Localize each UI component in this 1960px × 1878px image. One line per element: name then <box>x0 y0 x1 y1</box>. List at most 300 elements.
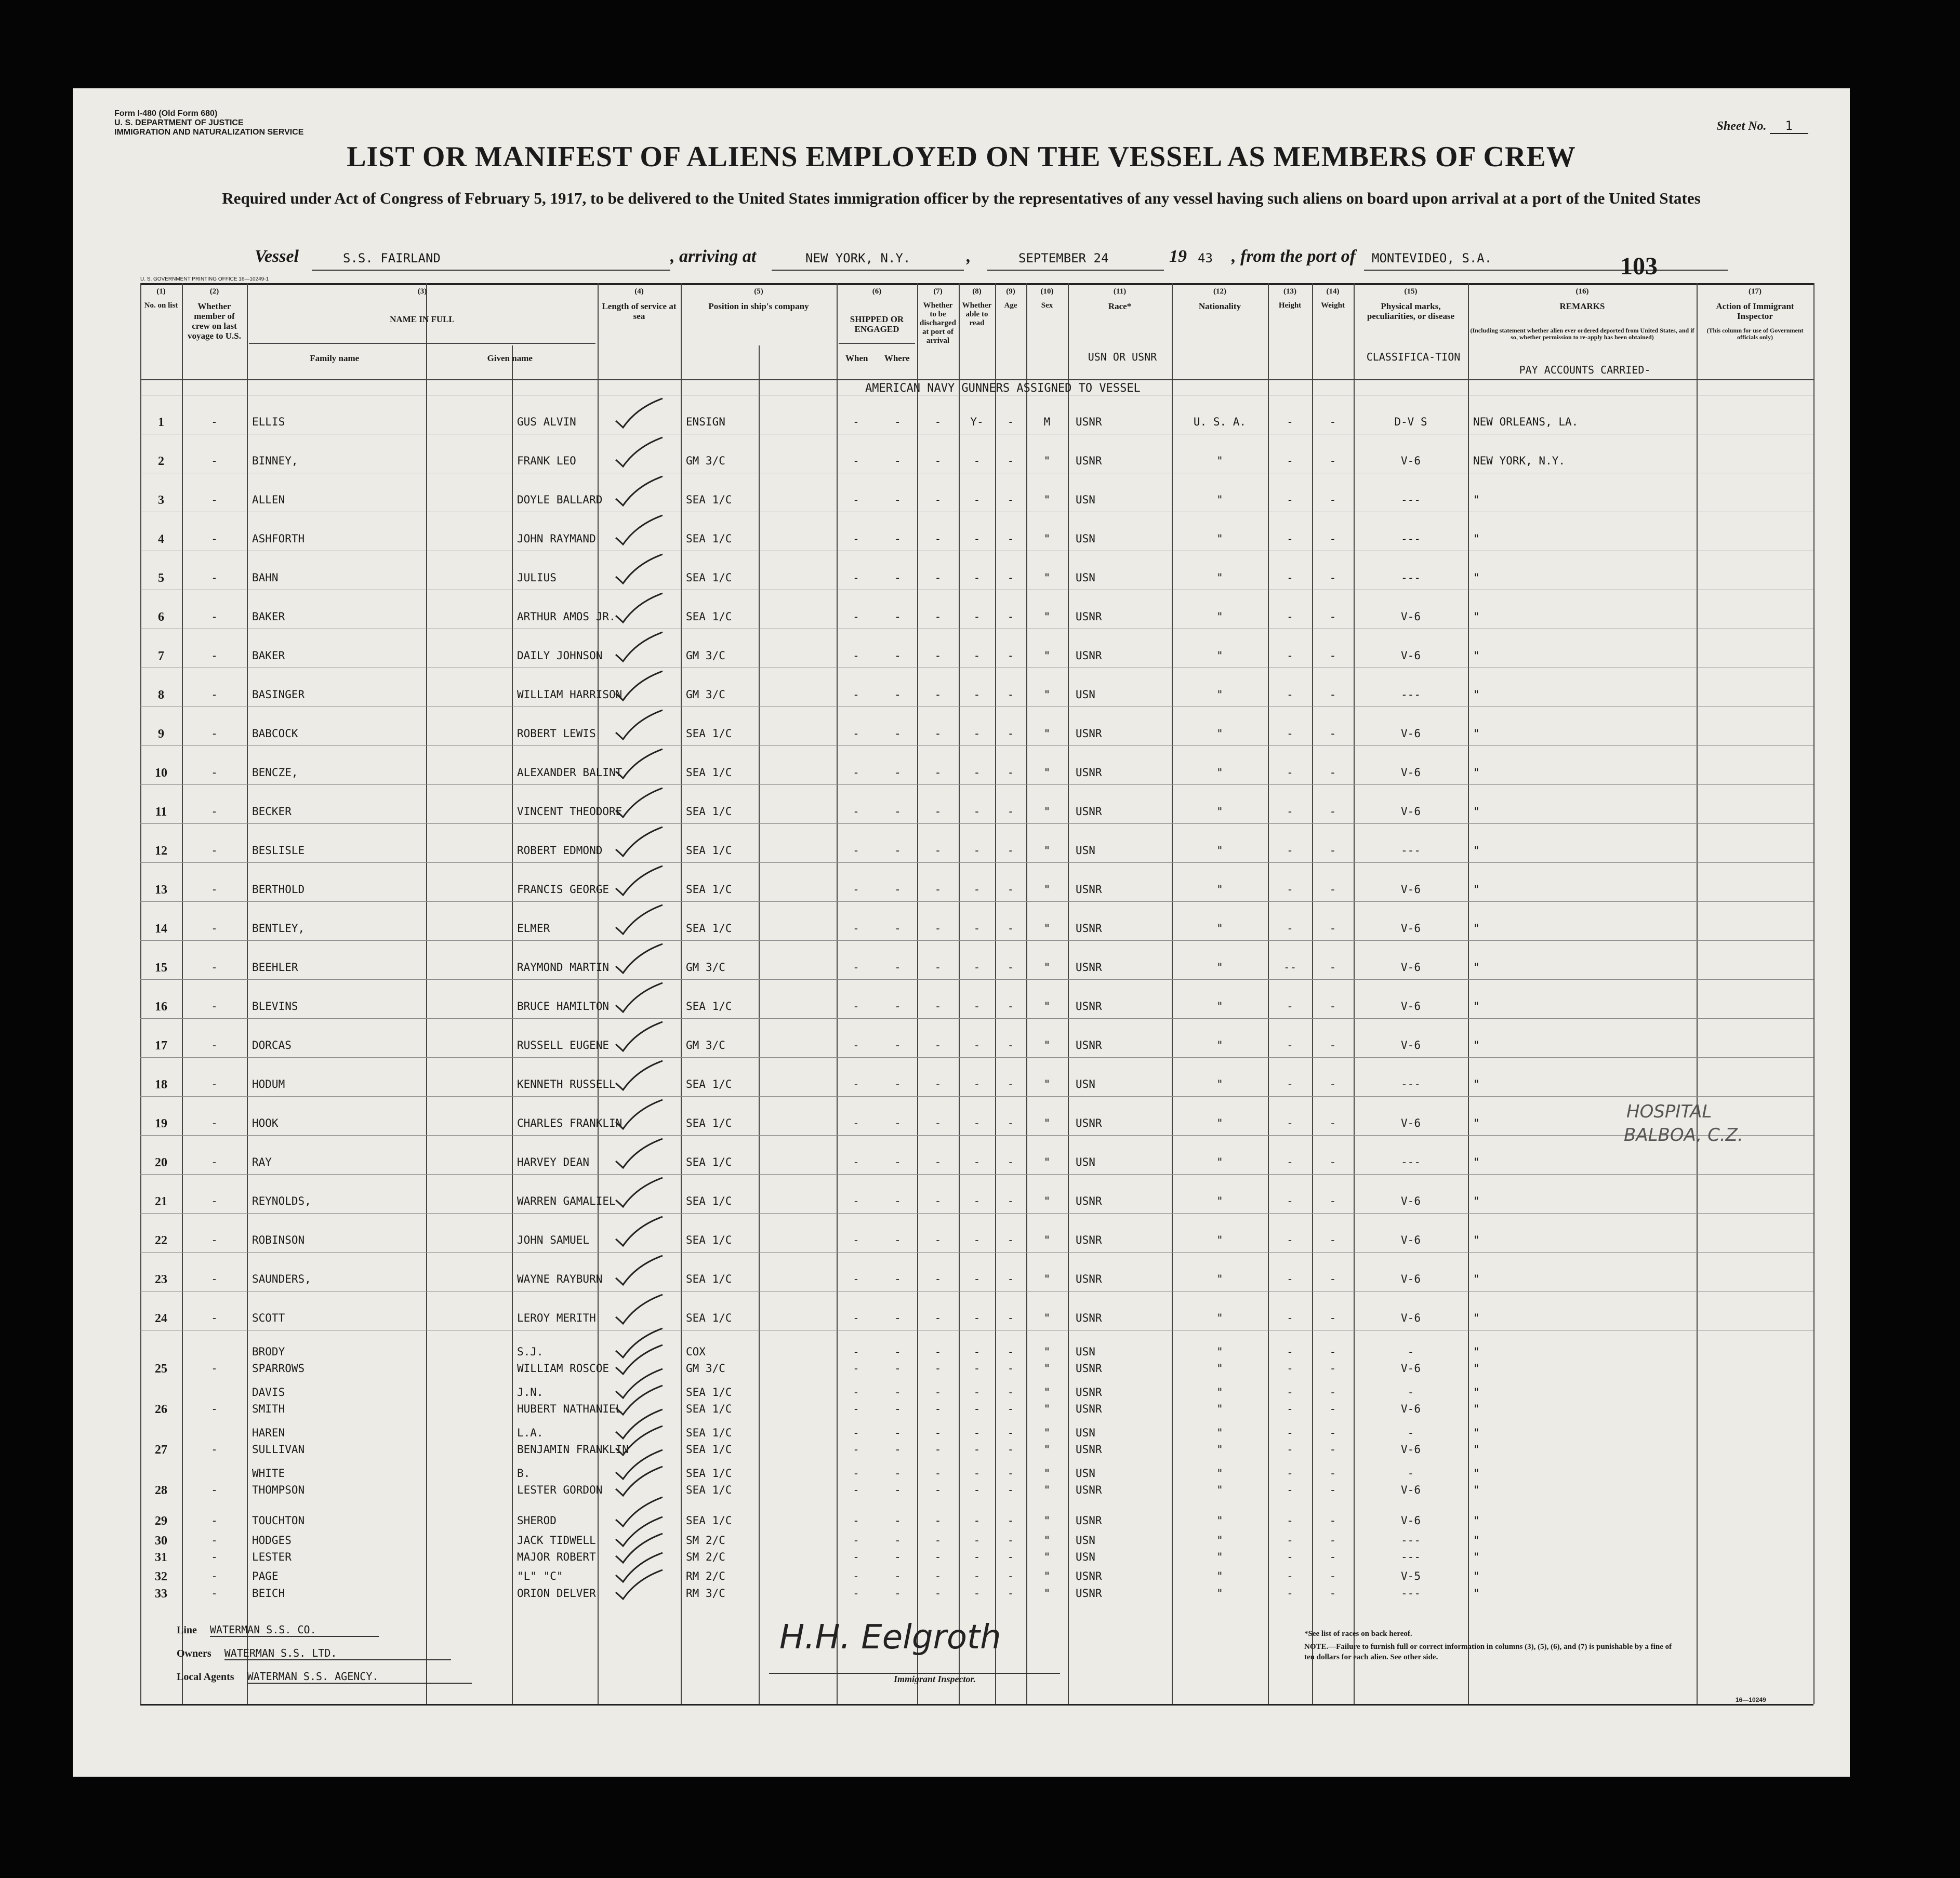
cell-dis: - <box>934 1039 942 1051</box>
cell-where: - <box>894 1156 901 1168</box>
cell-race: USNR <box>1076 1484 1102 1496</box>
agents-row <box>177 1670 472 1683</box>
table-row <box>140 1570 1813 1586</box>
form-number: Form I-480 (Old Form 680) <box>114 109 218 118</box>
cell-family: BAHN <box>252 571 279 584</box>
cell-given: BRUCE HAMILTON <box>517 1000 610 1013</box>
cell-nat: " <box>1216 1273 1223 1285</box>
form-code: 16—10249 <box>1736 1696 1766 1703</box>
cell-age: - <box>1007 1484 1014 1496</box>
cell-when: - <box>853 1443 859 1456</box>
cell-when: - <box>853 532 859 545</box>
cell-nat: " <box>1216 727 1223 740</box>
cell-ht: - <box>1287 494 1293 506</box>
cell-age: - <box>1007 1312 1014 1324</box>
check-mark-icon <box>611 982 668 1013</box>
line-value: WATERMAN S.S. CO. <box>210 1623 379 1637</box>
cell-rem: " <box>1473 532 1480 545</box>
cell-where: - <box>894 961 901 974</box>
cell-rem: " <box>1473 844 1480 857</box>
column-header: Whether member of crew on last voyage to U.S. <box>188 301 241 341</box>
cell-read: - <box>973 805 981 818</box>
cell-race: USNR <box>1076 1362 1102 1375</box>
cell-c2: - <box>211 416 218 428</box>
agents-value: WATERMAN S.S. AGENCY. <box>247 1670 472 1684</box>
table-row <box>140 1587 1813 1603</box>
cell-rem: " <box>1473 1427 1480 1439</box>
cell-when: - <box>853 1551 859 1563</box>
cell-family: BLEVINS <box>252 1000 298 1013</box>
cell-read: - <box>973 1587 981 1600</box>
check-mark-icon <box>611 1138 668 1169</box>
cell-ht: - <box>1287 1551 1293 1563</box>
check-mark-icon <box>611 904 668 935</box>
cell-wt: - <box>1329 766 1336 779</box>
column-header: SHIPPED OR ENGAGED <box>850 314 904 334</box>
cell-nat: " <box>1216 1587 1223 1600</box>
cell-ht: - <box>1287 1534 1293 1547</box>
page-title: LIST OR MANIFEST OF ALIENS EMPLOYED ON THE VESSEL AS MEMBERS OF CREW <box>347 141 1576 173</box>
column-number: (5) <box>754 287 763 296</box>
cell-where: - <box>894 883 901 896</box>
cell-nat: " <box>1216 494 1223 506</box>
column-number: (6) <box>872 287 882 296</box>
cell-nat: " <box>1216 1234 1223 1246</box>
cell-cls: --- <box>1401 571 1421 584</box>
cell-age: - <box>1007 922 1014 935</box>
cell-race: USNR <box>1076 1000 1102 1013</box>
cell-when: - <box>853 1534 859 1547</box>
cell-rem: " <box>1473 571 1480 584</box>
cell-nat: " <box>1216 1427 1223 1439</box>
column-number: (15) <box>1404 287 1418 296</box>
cell-when: - <box>853 844 859 857</box>
cell-age: - <box>1007 1534 1014 1547</box>
cell-family: BINNEY, <box>252 455 298 467</box>
cell-family: BERTHOLD <box>252 883 305 896</box>
cell-given: ROBERT LEWIS <box>517 727 596 740</box>
grid-line <box>759 345 760 1704</box>
check-mark-icon <box>611 670 668 701</box>
cell-where: - <box>894 688 901 701</box>
cell-given: GUS ALVIN <box>517 416 576 428</box>
cell-pos: SEA 1/C <box>686 1427 732 1439</box>
inspector-signature: H.H. Eelgroth <box>779 1618 1001 1657</box>
cell-when: - <box>853 1273 859 1285</box>
cell-nat: " <box>1216 1156 1223 1168</box>
cell-age: - <box>1007 1570 1014 1582</box>
cell-family: WHITE <box>252 1467 285 1480</box>
cell-where: - <box>894 1427 901 1439</box>
cell-sex: " <box>1043 1078 1051 1090</box>
cell-wt: - <box>1329 1570 1336 1582</box>
cell-nat: " <box>1216 688 1223 701</box>
cell-no: 17 <box>155 1039 167 1053</box>
cell-family: SAUNDERS, <box>252 1273 311 1285</box>
cell-read: - <box>973 1000 981 1013</box>
cell-read: - <box>973 1443 981 1456</box>
cell-nat: " <box>1216 1039 1223 1051</box>
cell-age: - <box>1007 1117 1014 1129</box>
cell-wt: - <box>1329 1362 1336 1375</box>
annotation-balboa: BALBOA, C.Z. <box>1624 1125 1743 1146</box>
cell-ht: - <box>1287 1234 1293 1246</box>
table-row <box>140 1346 1813 1361</box>
table-row <box>140 1514 1813 1530</box>
cell-no: 29 <box>155 1514 167 1528</box>
cell-c2: - <box>211 1117 218 1129</box>
column-subheader: Given name <box>487 353 533 363</box>
cell-dis: - <box>934 1273 942 1285</box>
cell-pos: SEA 1/C <box>686 1386 732 1398</box>
cell-pos: SEA 1/C <box>686 1117 732 1129</box>
cell-age: - <box>1007 1000 1014 1013</box>
cell-dis: - <box>934 1234 942 1246</box>
cell-race: USNR <box>1076 455 1102 467</box>
cell-age: - <box>1007 688 1014 701</box>
cell-sex: " <box>1043 1403 1051 1415</box>
cell-pos: SEA 1/C <box>686 727 732 740</box>
table-row <box>140 1000 1813 1016</box>
cell-cls: --- <box>1401 1587 1421 1600</box>
cell-where: - <box>894 571 901 584</box>
cell-no: 10 <box>155 766 167 780</box>
cell-nat: " <box>1216 1467 1223 1480</box>
cell-read: - <box>973 688 981 701</box>
cell-pos: ENSIGN <box>686 416 725 428</box>
cell-family: REYNOLDS, <box>252 1195 311 1207</box>
column-header: Sex <box>1041 301 1053 310</box>
cell-c2: - <box>211 455 218 467</box>
cell-where: - <box>894 649 901 662</box>
cell-nat: " <box>1216 1312 1223 1324</box>
cell-given: HARVEY DEAN <box>517 1156 590 1168</box>
cell-age: - <box>1007 494 1014 506</box>
column-number: (7) <box>933 287 943 296</box>
table-row <box>140 1312 1813 1327</box>
cell-dis: - <box>934 1195 942 1207</box>
cell-rem: " <box>1473 1587 1480 1600</box>
table-row <box>140 1467 1813 1483</box>
cell-age: - <box>1007 1467 1014 1480</box>
cell-read: - <box>973 1534 981 1547</box>
cell-rem: " <box>1473 883 1480 896</box>
cell-given: CHARLES FRANKLIN <box>517 1117 623 1129</box>
cell-c2: - <box>211 1534 218 1547</box>
cell-where: - <box>894 805 901 818</box>
cell-sex: " <box>1043 1273 1051 1285</box>
cell-c2: - <box>211 1156 218 1168</box>
cell-given: ELMER <box>517 922 550 935</box>
cell-race: USN <box>1076 1534 1095 1547</box>
cell-read: - <box>973 571 981 584</box>
cell-when: - <box>853 766 859 779</box>
sheet-value: 1 <box>1770 118 1808 134</box>
cell-wt: - <box>1329 883 1336 896</box>
cell-where: - <box>894 1039 901 1051</box>
cell-wt: - <box>1329 688 1336 701</box>
cell-family: SMITH <box>252 1403 285 1415</box>
cell-sex: " <box>1043 455 1051 467</box>
cell-pos: GM 3/C <box>686 961 725 974</box>
cell-pos: SEA 1/C <box>686 1443 732 1456</box>
column-number: (12) <box>1213 287 1226 296</box>
cell-family: HODGES <box>252 1534 292 1547</box>
cell-pos: GM 3/C <box>686 649 725 662</box>
cell-when: - <box>853 805 859 818</box>
cell-nat: " <box>1216 1386 1223 1398</box>
table-row <box>140 1362 1813 1378</box>
cell-rem: " <box>1473 1443 1480 1456</box>
cell-where: - <box>894 532 901 545</box>
cell-rem: NEW YORK, N.Y. <box>1473 455 1566 467</box>
column-note: (This column for use of Government officials only) <box>1706 327 1804 341</box>
cell-age: - <box>1007 532 1014 545</box>
cell-c2: - <box>211 883 218 896</box>
cell-wt: - <box>1329 1346 1336 1358</box>
cell-given: "L" "C" <box>517 1570 563 1582</box>
cell-pos: SM 2/C <box>686 1534 725 1547</box>
cell-age: - <box>1007 1346 1014 1358</box>
service: IMMIGRATION AND NATURALIZATION SERVICE <box>114 128 304 137</box>
cell-when: - <box>853 1195 859 1207</box>
table-row <box>140 532 1813 548</box>
cell-age: - <box>1007 649 1014 662</box>
cell-rem: " <box>1473 1386 1480 1398</box>
cell-no: 11 <box>155 805 167 819</box>
cell-race: USNR <box>1076 1039 1102 1051</box>
cell-c2: - <box>211 1587 218 1600</box>
cell-rem: " <box>1473 1551 1480 1563</box>
cell-c2: - <box>211 532 218 545</box>
row-rule <box>140 1057 1813 1058</box>
cell-where: - <box>894 416 901 428</box>
cell-wt: - <box>1329 922 1336 935</box>
check-mark-icon <box>611 436 668 468</box>
cell-ht: - <box>1287 883 1293 896</box>
cell-rem: " <box>1473 688 1480 701</box>
cell-no: 5 <box>158 571 164 585</box>
cell-ht: - <box>1287 1156 1293 1168</box>
cell-nat: " <box>1216 844 1223 857</box>
cell-cls: V-6 <box>1401 883 1421 896</box>
cell-pos: SEA 1/C <box>686 571 732 584</box>
cell-c2: - <box>211 805 218 818</box>
cell-where: - <box>894 1195 901 1207</box>
cell-where: - <box>894 1551 901 1563</box>
cell-where: - <box>894 1514 901 1527</box>
cell-sex: " <box>1043 844 1051 857</box>
cell-pos: SEA 1/C <box>686 766 732 779</box>
cell-family: SPARROWS <box>252 1362 305 1375</box>
cell-dis: - <box>934 1386 942 1398</box>
cell-where: - <box>894 494 901 506</box>
cell-wt: - <box>1329 1514 1336 1527</box>
check-mark-icon <box>611 1060 668 1091</box>
column-header: Height <box>1278 301 1302 310</box>
cell-age: - <box>1007 844 1014 857</box>
cell-no: 6 <box>158 610 164 624</box>
cell-pos: GM 3/C <box>686 455 725 467</box>
cell-age: - <box>1007 1514 1014 1527</box>
cell-race: USNR <box>1076 416 1102 428</box>
cell-where: - <box>894 455 901 467</box>
cell-dis: - <box>934 922 942 935</box>
cell-sex: " <box>1043 1443 1051 1456</box>
cell-pos: SEA 1/C <box>686 1195 732 1207</box>
column-number: (1) <box>156 287 166 296</box>
cell-wt: - <box>1329 1195 1336 1207</box>
cell-rem: " <box>1473 922 1480 935</box>
column-subheader: Family name <box>310 353 360 363</box>
cell-race: USN <box>1076 532 1095 545</box>
cell-given: ALEXANDER BALINT <box>517 766 623 779</box>
line-label: Line <box>177 1624 197 1636</box>
cell-given: L.A. <box>517 1427 544 1439</box>
cell-cls: V-6 <box>1401 1403 1421 1415</box>
cell-read: - <box>973 1403 981 1415</box>
cell-ht: - <box>1287 1403 1293 1415</box>
cell-when: - <box>853 1362 859 1375</box>
cell-dis: - <box>934 1570 942 1582</box>
cell-family: DORCAS <box>252 1039 292 1051</box>
cell-given: FRANCIS GEORGE <box>517 883 610 896</box>
check-mark-icon <box>611 943 668 974</box>
cell-cls: V-6 <box>1401 1234 1421 1246</box>
cell-sex: " <box>1043 961 1051 974</box>
table-row <box>140 649 1813 665</box>
cell-where: - <box>894 1346 901 1358</box>
column-number: (9) <box>1006 287 1015 296</box>
cell-nat: " <box>1216 1484 1223 1496</box>
cell-pos: SEA 1/C <box>686 532 732 545</box>
cell-no: 7 <box>158 649 164 663</box>
cell-wt: - <box>1329 416 1336 428</box>
cell-family: TOUCHTON <box>252 1514 305 1527</box>
cell-pos: SM 2/C <box>686 1551 725 1563</box>
cell-race: USNR <box>1076 1443 1102 1456</box>
cell-rem: " <box>1473 1195 1480 1207</box>
cell-where: - <box>894 844 901 857</box>
cell-given: WILLIAM ROSCOE <box>517 1362 610 1375</box>
cell-sex: " <box>1043 532 1051 545</box>
cell-wt: - <box>1329 532 1336 545</box>
cell-cls: - <box>1407 1346 1414 1358</box>
cell-family: BASINGER <box>252 688 305 701</box>
cell-read: - <box>973 1195 981 1207</box>
cell-cls: V-5 <box>1401 1570 1421 1582</box>
cell-read: - <box>973 532 981 545</box>
cell-where: - <box>894 1078 901 1090</box>
cell-when: - <box>853 455 859 467</box>
cell-where: - <box>894 1467 901 1480</box>
cell-family: BEICH <box>252 1587 285 1600</box>
column-typed: PAY ACCOUNTS CARRIED- <box>1519 364 1651 376</box>
cell-where: - <box>894 1484 901 1496</box>
cell-age: - <box>1007 727 1014 740</box>
cell-sex: " <box>1043 1551 1051 1563</box>
cell-cls: V-6 <box>1401 1514 1421 1527</box>
cell-when: - <box>853 1386 859 1398</box>
cell-dis: - <box>934 610 942 623</box>
cell-sex: " <box>1043 1117 1051 1129</box>
cell-given: J.N. <box>517 1386 544 1398</box>
cell-rem: " <box>1473 1312 1480 1324</box>
races-note: *See list of races on back hereof. <box>1304 1630 1412 1638</box>
column-typed: CLASSIFICA-TION <box>1366 351 1461 363</box>
cell-given: RAYMOND MARTIN <box>517 961 610 974</box>
cell-given: WARREN GAMALIEL <box>517 1195 616 1207</box>
cell-pos: SEA 1/C <box>686 1078 732 1090</box>
cell-where: - <box>894 1534 901 1547</box>
cell-age: - <box>1007 805 1014 818</box>
cell-given: JULIUS <box>517 571 557 584</box>
table-row <box>140 416 1813 431</box>
cell-given: B. <box>517 1467 531 1480</box>
cell-dis: - <box>934 494 942 506</box>
column-header: Physical marks, peculiarities, or disease <box>1367 301 1455 321</box>
column-header: REMARKS <box>1559 301 1605 311</box>
cell-dis: - <box>934 766 942 779</box>
table-row <box>140 883 1813 899</box>
cell-ht: - <box>1287 922 1293 935</box>
cell-family: BENTLEY, <box>252 922 305 935</box>
cell-wt: - <box>1329 1234 1336 1246</box>
cell-given: ARTHUR AMOS JR. <box>517 610 616 623</box>
cell-no: 16 <box>155 1000 167 1014</box>
cell-dis: - <box>934 571 942 584</box>
cell-pos: SEA 1/C <box>686 1312 732 1324</box>
check-mark-icon <box>611 514 668 545</box>
cell-race: USNR <box>1076 649 1102 662</box>
cell-wt: - <box>1329 961 1336 974</box>
cell-c2: - <box>211 649 218 662</box>
cell-no: 24 <box>155 1312 167 1325</box>
cell-given: FRANK LEO <box>517 455 576 467</box>
cell-pos: SEA 1/C <box>686 1467 732 1480</box>
cell-rem: " <box>1473 1362 1480 1375</box>
cell-age: - <box>1007 883 1014 896</box>
cell-wt: - <box>1329 610 1336 623</box>
cell-age: - <box>1007 610 1014 623</box>
cell-given: KENNETH RUSSELL <box>517 1078 616 1090</box>
table-row <box>140 1443 1813 1459</box>
cell-dis: - <box>934 688 942 701</box>
cell-nat: " <box>1216 1534 1223 1547</box>
cell-dis: - <box>934 1427 942 1439</box>
cell-family: ASHFORTH <box>252 532 305 545</box>
cell-cls: V-6 <box>1401 727 1421 740</box>
cell-no: 19 <box>155 1117 167 1130</box>
cell-when: - <box>853 1427 859 1439</box>
cell-cls: V-6 <box>1401 1039 1421 1051</box>
cell-c2: - <box>211 1362 218 1375</box>
cell-no: 30 <box>155 1534 167 1548</box>
inspector-label: Immigrant Inspector. <box>894 1674 976 1684</box>
cell-race: USNR <box>1076 1234 1102 1246</box>
cell-dis: - <box>934 1587 942 1600</box>
cell-dis: - <box>934 532 942 545</box>
cell-pos: COX <box>686 1346 706 1358</box>
cell-pos: GM 3/C <box>686 1362 725 1375</box>
cell-age: - <box>1007 1273 1014 1285</box>
cell-race: USN <box>1076 494 1095 506</box>
cell-c2: - <box>211 961 218 974</box>
cell-where: - <box>894 1117 901 1129</box>
cell-wt: - <box>1329 1312 1336 1324</box>
cell-rem: " <box>1473 766 1480 779</box>
table-row <box>140 1117 1813 1133</box>
